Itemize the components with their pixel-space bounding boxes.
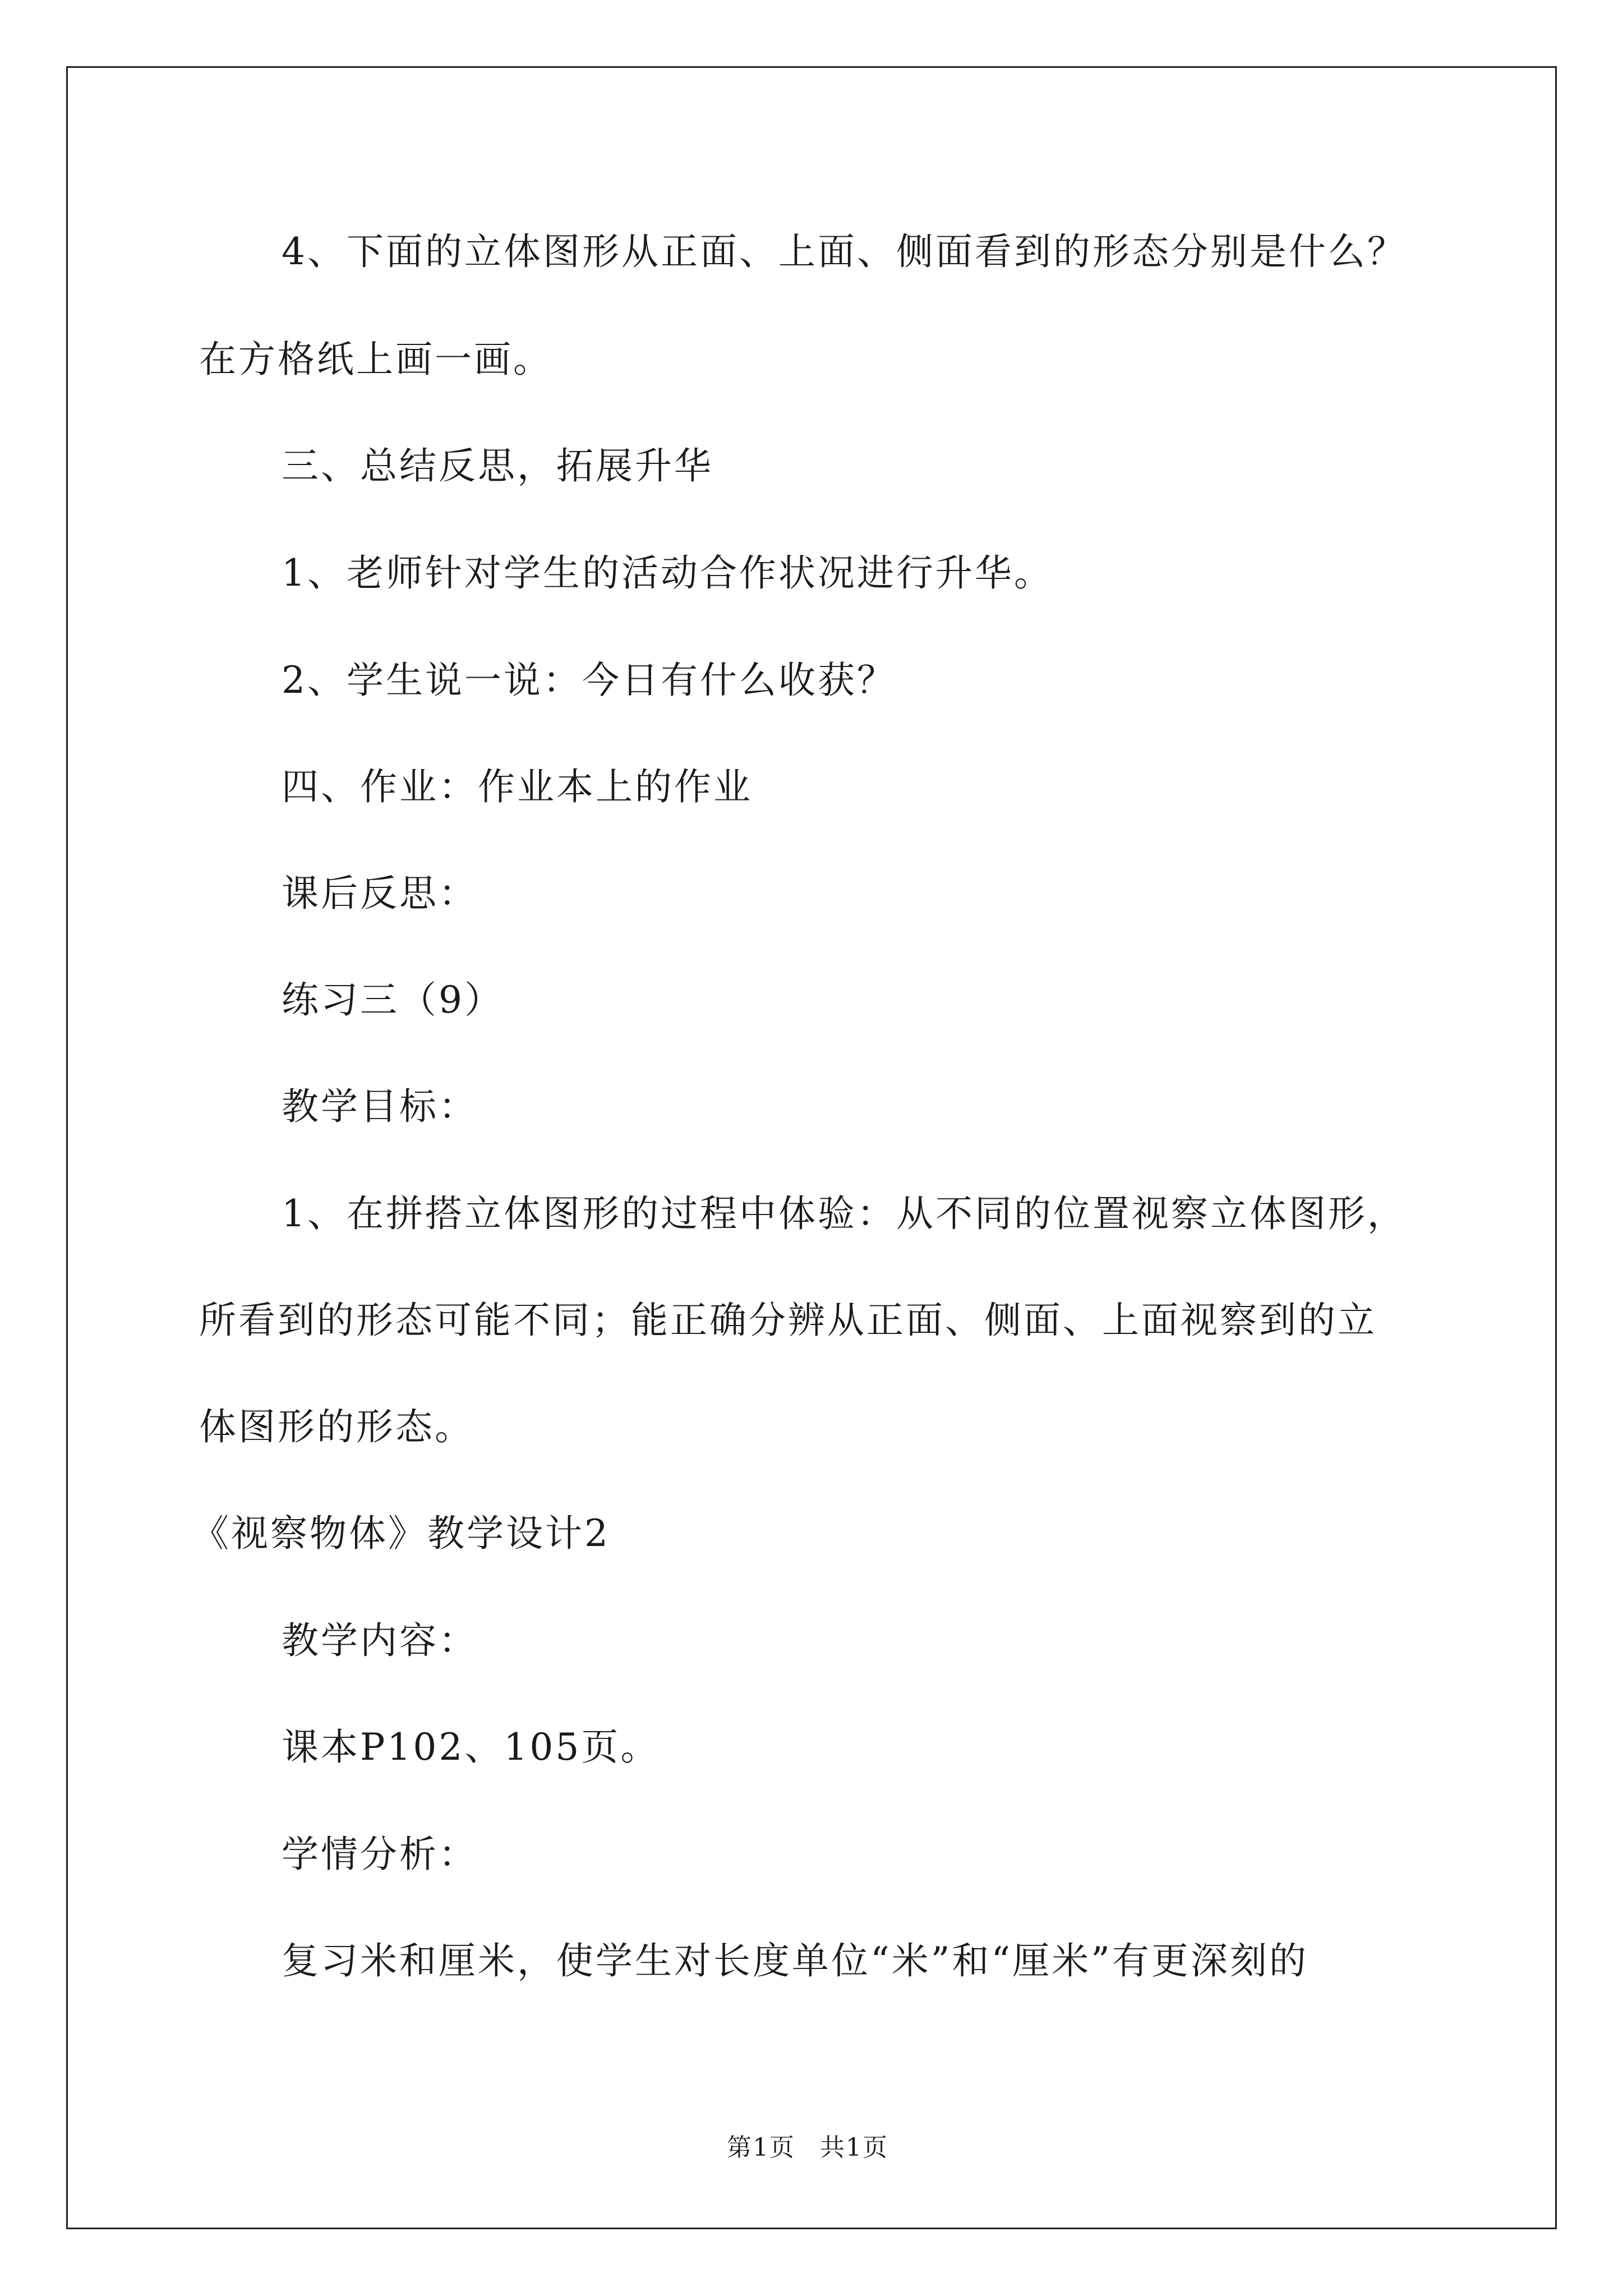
paragraph-line: 1、老师针对学生的活动合作状况进行升华。 (282, 551, 1053, 595)
page-border (66, 66, 1557, 2229)
paragraph-line: 2、学生说一说：今日有什么收获？ (282, 659, 896, 702)
paragraph-line: 复习米和厘米，使学生对长度单位“米”和“厘米”有更深刻的 (282, 1939, 1308, 1982)
page-number: 第1页 (727, 2133, 795, 2162)
paragraph-line: 所看到的形态可能不同；能正确分辨从正面、侧面、上面视察到的立 (199, 1299, 1377, 1342)
section-heading: 四、作业：作业本上的作业 (282, 765, 753, 808)
paragraph-line: 教学内容： (282, 1619, 478, 1662)
page-total: 共1页 (820, 2133, 888, 2162)
section-heading: 三、总结反思，拓展升华 (282, 444, 713, 487)
paragraph-line: 练习三（9） (282, 978, 504, 1022)
page-footer (727, 2133, 888, 2162)
paragraph-line: 教学目标： (282, 1085, 478, 1128)
paragraph-line: 学情分析： (282, 1833, 478, 1876)
paragraph-line: 在方格纸上画一画。 (199, 338, 552, 381)
paragraph-line: 课后反思： (282, 872, 478, 915)
paragraph-line: 体图形的形态。 (199, 1405, 474, 1448)
paragraph-line: 课本P102、105页。 (282, 1726, 660, 1769)
document-title: 《视察物体》教学设计2 (192, 1512, 610, 1555)
paragraph-line: 4、下面的立体图形从正面、上面、侧面看到的形态分别是什么？ (282, 230, 1407, 273)
paragraph-line: 1、在拼搭立体图形的过程中体验：从不同的位置视察立体图形， (282, 1192, 1407, 1235)
